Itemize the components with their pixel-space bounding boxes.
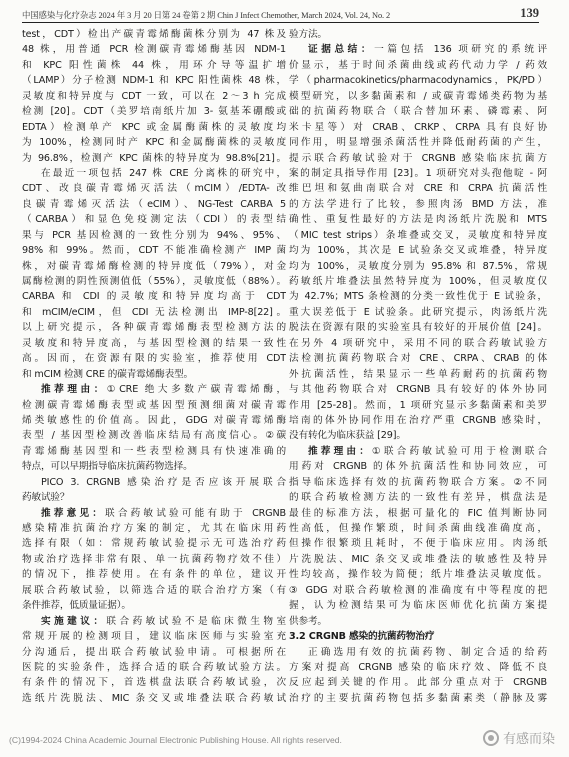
text-line: 法检测抗菌药物联合对 CRE、CRPA、CRAB 的体 [289,353,547,365]
text-line: 有条件的情况下，首选棋盘法联合药敏试验，次 [22,677,286,689]
journal-citation: 中国感染与化疗杂志 2024 年 3 月 20 日第 24 卷第 2 期 Chin J Infect Chemother, March 2024, Vol. 24, No. 2 [22,11,391,20]
text-line: 烯类敏感性的价值高。因此，GDG 对碳青霉烯酶 [22,414,286,426]
text-line: 检测 [20]。CDT（美罗培南纸片加 3- 氨基苯硼酸或 [22,106,286,118]
text-line: （MIC test strips）条堆叠或交叉，灵敏度和特异度 [289,229,547,241]
header-rule [22,22,539,23]
text-line: 脱法在资源有限的实验室具有较好的开展价值 [24]。 [289,322,547,334]
text-line: 特点，可以早期指导临床抗菌药物选择。 [22,461,193,473]
text-line: 在另外 4 项研究中，采用不同的联合药敏试验方 [289,337,547,349]
text-line: 础的抗菌药物联合（联合替加环素、磷霉素、阿 [289,106,547,118]
text-line: 选纸片洗脱法、MIC 条交叉或堆叠法联合药敏试 [22,692,286,704]
text-line: 条件推荐，低质量证据）。 [22,600,131,612]
text-line: 最佳的标准方法，根据可量化的 FIC 值判断协同 [289,507,547,519]
text-line: 良碳青霉烯灭活法（eCIM）、NG-Test CARBA 5 [22,198,286,210]
text-line: 果与 PCR 基因检测的一致性分别为 94%、95%、 [22,229,286,241]
text-line: 3.2 CRGNB 感染的抗菌药物治疗 [289,631,435,643]
text-line: 高。因而，在资源有限的实验室，推荐使用 CDT [22,353,286,365]
text-line: 为 100%，检测同时产 KPC 和金属酶菌株的灵敏度 [22,137,286,149]
text-line: 性高低，但操作繁琐，时间杀菌曲线准确度高， [289,523,547,534]
text-line: 选择有限（如：常规药敏试验提示无可选治疗药 [22,538,286,550]
watermark [483,728,555,747]
text-line: 实施建议：联合药敏试验不是临床微生物室 [41,615,286,627]
running-header [22,6,539,22]
wechat-logo-icon [483,730,499,746]
text-line: 证据总结：一篇包括 136 项研究的系统评 [308,44,547,56]
text-line: 验方法。 [289,29,327,40]
text-line: 模型研究，以多黏菌素和 / 或碳青霉烯类药物为基 [289,90,547,102]
text-line: 在最近一项包括 247 株 CRE 分离株的研究中， [41,167,286,179]
text-line: 药敏纸片堆叠法虽然特异度为 100%，但灵敏度仅 [289,276,547,287]
text-line: 48 株，用普通 PCR 检测碳青霉烯酶基因 NDM-1 [22,44,286,56]
text-line: CARBA 和 CDI 的灵敏度和特异度均高于 CDT [22,291,286,303]
text-line: （LAMP）分子检测 NDM-1 和 KPC 阳性菌株 48 株， [22,75,286,87]
text-line: 的情况下，推荐使用。在有条件的单位，建议开 [22,569,286,581]
text-line: 属酶检测的阴性预测值低（55%），灵敏度低（88%）。 [22,276,286,287]
text-line: 用药对 CRGNB 的体外抗菌活性和协同效应，可 [289,461,547,473]
text-line: 药敏试验？ [22,492,70,504]
watermark-text: 有感而染 [502,732,555,747]
text-line: 提示联合药敏试验对于 CRGNB 感染临床抗菌方 [289,152,547,164]
text-line: 价显示，基于时间杀菌曲线或药代动力学 / 药效 [289,59,547,71]
text-line: test，CDT）检出产碳青霉烯酶菌株分别为 47 株及 [22,29,286,40]
text-line: 外抗菌活性，结果显示一些单药耐药的抗菌药物 [289,368,547,380]
text-line: ③ GDG 对联合药敏检测的准确度有中等程度的把 [289,584,547,596]
text-line: 性均较高，操作较为简便；纸片堆叠法灵敏度低。 [289,569,547,581]
text-line: 医院的实验条件，选择合适的联合药敏试验方法。 [22,661,286,673]
text-line: 没有转化为临床获益 [29]。 [289,430,406,442]
text-line: 推荐理由：①CRE 绝大多数产碳青霉烯酶， [41,384,286,396]
text-line: 作用 [25-28]。然而，1 项研究显示多黏菌素和美罗 [289,399,547,411]
text-line: CDT、改良碳青霉烯灭活法（mCIM）/EDTA- 改 [22,183,286,195]
text-line: 培南的体外协同作用在治疗严重 CRGNB 感染时， [289,414,547,426]
text-line: 反应起到关键的作用。此部分重点对于 CRGNB [289,677,547,689]
text-line: 推荐理由：①联合药敏试验可用于检测联合 [308,445,547,457]
text-line: 物或治疗选择非常有限、单一抗菌药物疗效不佳） [22,553,286,565]
text-line: 展联合药敏试验，以筛选合适的联合治疗方案（有 [22,584,286,596]
text-line: 方案对提高 CRGNB 感染的临床疗效、降低不良 [289,661,547,673]
text-line: 片洗脱法、MIC 条交叉或堆叠法的敏感性及特异 [289,553,547,565]
text-line: 灵敏度和特异度高，与基因型检测的结果一致性 [22,337,286,349]
text-line: 维巴坦和氨曲南联合对 CRE 和 CRPA 抗菌活性 [289,183,547,195]
right-column [289,27,547,706]
text-line: 的方法学进行了比较，参照肉汤 BMD 方法，准 [289,198,547,210]
text-line: 与其他药物联合对 CRGNB 具有较好的体外协同 [289,384,547,396]
text-line: 指导临床选择有效的抗菌药物联合方案。②不同 [289,476,547,488]
text-line: 同作用，明显增强杀菌活性并降低耐药菌的产生， [289,137,547,149]
text-line: 推荐意见：联合药敏试验可能有助于 CRGNB [41,507,286,519]
text-line: 均为 100%，灵敏度分别为 95.8% 和 87.5%，常规 [289,260,547,272]
text-line: 青霉烯酶基因型和一些表型检测具有快速准确的 [22,445,286,457]
text-line: 98% 和 99%。然而，CDT 不能准确检测产 IMP 菌 [22,245,286,257]
text-line: 均为 100%，其次是 E 试验条交叉或堆叠，特异度 [289,245,547,257]
text-line: PICO 3. CRGNB 感染治疗是否应该开展联合 [41,476,286,488]
text-line: 和 mCIM/eCIM，但 CDI 无法检测出 IMP-8[22]。 [22,306,286,318]
text-line: 确性、重复性最好的方法是肉汤纸片洗脱和 MTS [289,214,547,226]
text-line: 米卡星等）对 CRAB、CRKP、CRPA 具有良好协 [289,121,547,133]
text-line: 分沟通后，提出联合药敏试验申请。可根据所在 [22,646,286,658]
text-line: 为 96.8%，检测产 KPC 菌株的特异度为 98.8%[21]。 [22,152,286,164]
text-line: 案的制定具指导作用 [23]。1 项研究对头孢他啶 - 阿 [289,167,547,179]
text-line: （CARBA）和显色免疫测定法（CDI）的表型结 [22,214,286,226]
text-line: 治疗的主要抗菌药物包括多黏菌素类（静脉及雾 [289,692,547,704]
text-line: 和 mCIM 检测 CRE 的碳青霉烯酶表型。 [22,368,194,380]
text-line: 以上研究提示，各种碳青霉烯酶表型检测方法的 [22,322,286,334]
text-line: 为 42.7%；MTS 条检测的分类一致性优于 E 试验条， [289,291,547,303]
text-line: 表型 / 基因型检测改善临床结局有高度信心。②碳 [22,430,286,442]
text-line: 握，认为检测结果可为临床医师优化抗菌方案提 [289,600,547,612]
text-line: 灵敏度和特异度与 CDT 一致，可以在 2～3 h 完成 [22,90,286,102]
text-line: 检测碳青霉烯酶表型或基因型预测细菌对碳青霉 [22,399,286,411]
text-line: 感染精准抗菌治疗方案的制定，尤其在临床用药 [22,523,286,534]
text-line: 正确选用有效的抗菌药物、制定合适的给药 [308,646,547,658]
text-line: 和 KPC 阳性菌株 44 株，用环介导等温扩增 [22,59,286,71]
text-line: 常规开展的检测项目，建议临床医师与实验室充 [22,631,286,643]
copyright-footer: (C)1994-2024 China Academic Journal Electronic Publishing House. All rights reserved. [9,735,342,745]
text-line: 学（pharmacokinetics/pharmacodynamics，PK/PD） [289,75,547,87]
text-line: 的联合药敏检测方法的一致性有差异，棋盘法是 [289,492,547,504]
text-line: 株，对碳青霉烯酶检测的特异度低（79%），对金 [22,260,286,272]
text-line: EDTA）检测单产 KPC 或金属酶菌株的灵敏度均 [22,121,286,133]
left-column [22,27,286,706]
text-line: 重大误差低于 E 试验条。此研究提示，肉汤纸片洗 [289,306,547,318]
text-line: 供参考。 [289,615,327,627]
page-number: 139 [520,6,539,20]
text-line: 但操作很繁琐且耗时，不便于临床应用。肉汤纸 [289,538,547,550]
